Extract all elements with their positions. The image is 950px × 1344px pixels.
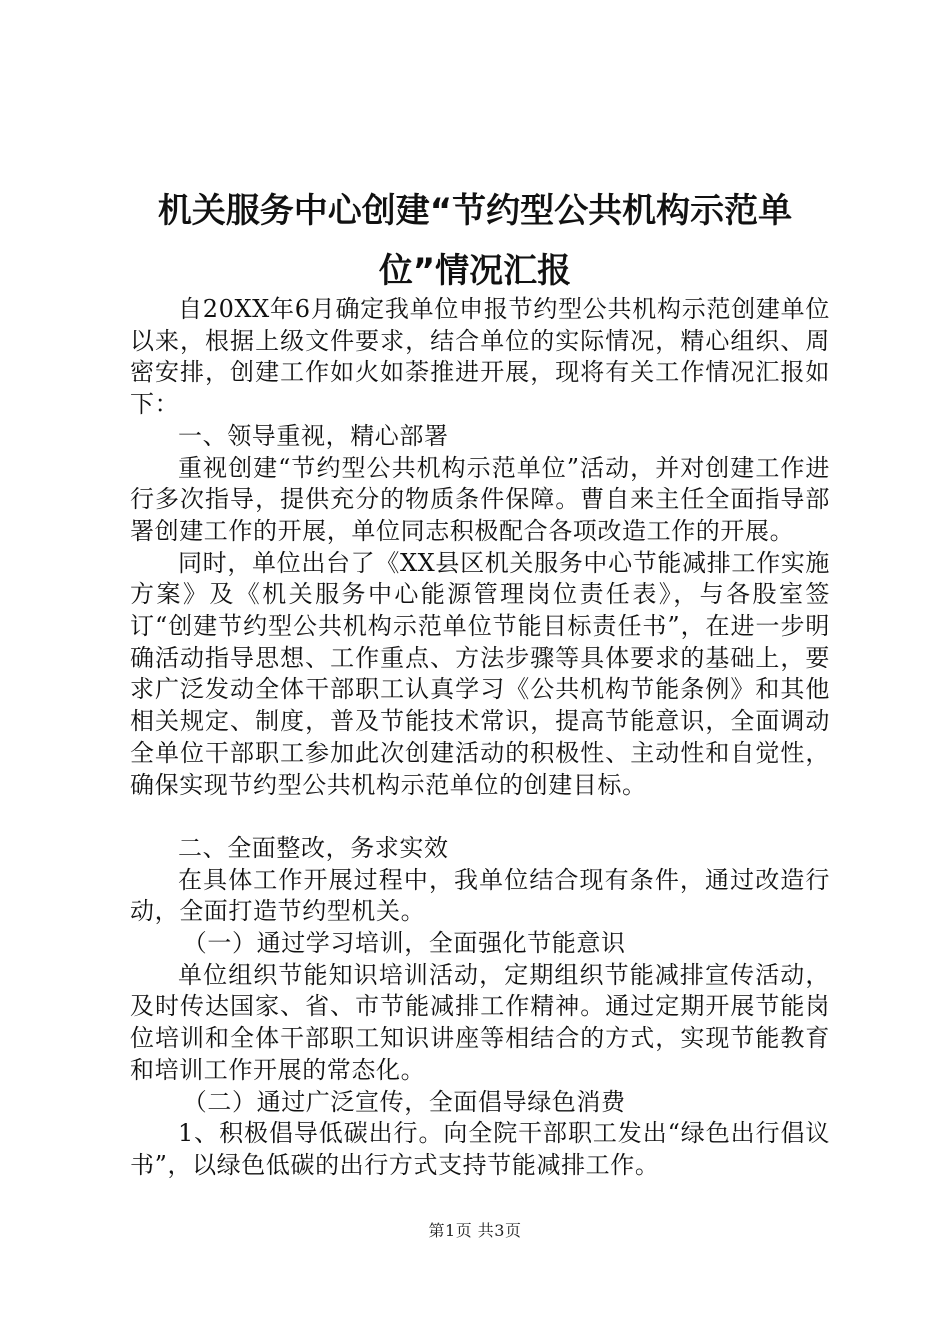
document-title-line-2: 位”情况汇报 bbox=[378, 251, 572, 291]
body-paragraph: 在具体工作开展过程中，我单位结合现有条件，通过改造行动，全面打造节约型机关。 bbox=[130, 865, 830, 926]
intro-paragraph: 自20XX年6月确定我单位申报节约型公共机构示范创建单位以来，根据上级文件要求，结合单位的实际情况，精心组织、周密安排，创建工作如火如荼推进开展，现将有关工作情况汇报如下： bbox=[130, 295, 830, 419]
page-number-footer: 第1页 共3页 bbox=[428, 1221, 522, 1240]
body-paragraph: 单位组织节能知识培训活动，定期组织节能减排宣传活动，及时传达国家、省、市节能减排工作精神。通过定期开展节能岗位培训和全体干部职工知识讲座等相结合的方式，实现节能教育和培训工作开展的常态化。 bbox=[130, 960, 830, 1084]
document-title-line-1: 机关服务中心创建“节约型公共机构示范单 bbox=[157, 191, 793, 231]
document-body bbox=[130, 294, 830, 1182]
subsection-heading-2: （二）通过广泛宣传，全面倡导绿色消费 bbox=[182, 1087, 626, 1116]
section-heading-2: 二、全面整改，务求实效 bbox=[178, 833, 449, 862]
section-heading-1: 一、领导重视，精心部署 bbox=[178, 421, 449, 450]
subsection-heading-1: （一）通过学习培训，全面强化节能意识 bbox=[182, 929, 626, 958]
list-item: 1、积极倡导低碳出行。向全院干部职工发出“绿色出行倡议书”，以绿色低碳的出行方式支持节能减排工作。 bbox=[130, 1119, 830, 1179]
body-paragraph: 同时，单位出台了《XX县区机关服务中心节能减排工作实施方案》及《机关服务中心能源管理岗位责任表》，与各股室签订“创建节约型公共机构示范单位节能目标责任书”，在进一步明确活动指导思想、工作重点、方法步骤等具体要求的基础上，要求广泛发动全体干部职工认真学习《公共机构节能条例》和其他相关规定、制度，普及节能技术常识，提高节能意识，全面调动全单位干部职工参加此次创建活动的积极性、主动性和自觉性，确保实现节约型公共机构示范单位的创建目标。 bbox=[130, 548, 830, 799]
body-paragraph: 重视创建“节约型公共机构示范单位”活动，并对创建工作进行多次指导，提供充分的物质条件保障。曹自来主任全面指导部署创建工作的开展，单位同志积极配合各项改造工作的开展。 bbox=[130, 453, 830, 545]
